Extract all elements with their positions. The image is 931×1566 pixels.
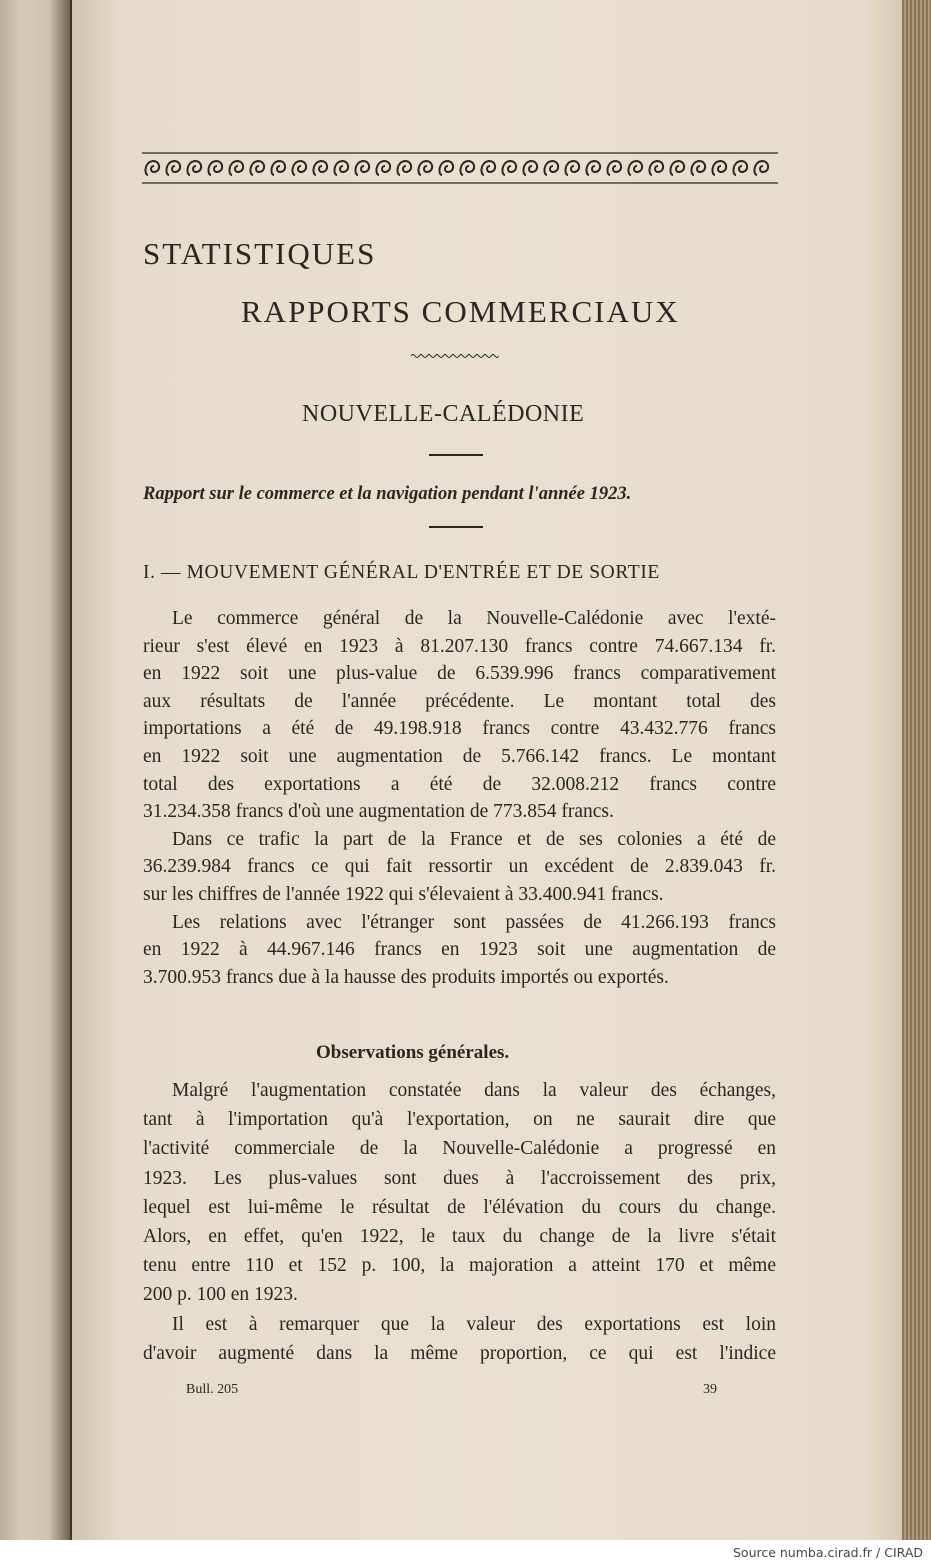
section-heading: I. — MOUVEMENT GÉNÉRAL D'ENTRÉE ET DE SORTIE [143,562,660,583]
footer-bulletin: Bull. 205 [186,1382,239,1397]
text-line: rieur s'est élevé en 1923 à 81.207.130 francs contre 74.667.134 fr. [143,635,776,657]
text-line: 1923. Les plus-values sont dues à l'accroissement des prix, [143,1167,776,1189]
text-line: Alors, en effet, qu'en 1922, le taux du change de la livre s'était [143,1226,776,1247]
text-line: lequel est lui-même le résultat de l'élévation du cours du change. [143,1196,776,1218]
document-page [72,0,904,1540]
text-line: 31.234.358 francs d'où une augmentation de 773.854 francs. [143,801,614,823]
source-credit: Source numba.cirad.fr / CIRAD [732,1545,923,1560]
text-line: Malgré l'augmentation constatée dans la valeur des échanges, [172,1080,776,1101]
text-line: importations a été de 49.198.918 francs contre 43.432.776 francs [143,718,776,740]
text-line: Dans ce trafic la part de la France et de ses colonies a été de [172,828,776,850]
text-line: tenu entre 110 et 152 p. 100, la majoration a atteint 170 et même [143,1255,776,1277]
text-line: Il est à remarquer que la valeur des exportations est loin [172,1313,776,1335]
text-line: tant à l'importation qu'à l'exportation, on ne saurait dire que [143,1109,776,1131]
decorative-border-ornament [142,150,778,186]
text-line: en 1922 à 44.967.146 francs en 1923 soit une augmentation de [143,939,776,961]
text-line: d'avoir augmenté dans la même proportion, ce qui est l'indice [143,1342,776,1364]
text-line: en 1922 soit une augmentation de 5.766.142 francs. Le montant [143,746,776,767]
text-line: 36.239.984 francs ce qui fait ressortir un excédent de 2.839.043 fr. [143,856,776,878]
divider [429,526,483,528]
text-line: Les relations avec l'étranger sont passées de 41.266.193 francs [172,911,776,933]
page-number: 39 [703,1382,717,1397]
subheading-observations: Observations générales. [316,1042,510,1063]
squiggle-divider [411,352,499,360]
text-line: Le commerce général de la Nouvelle-Calédonie avec l'exté- [172,608,776,629]
previous-page-edge [0,0,70,1540]
section-title: NOUVELLE-CALÉDONIE [302,401,585,427]
title-rapports-commerciaux: RAPPORTS COMMERCIAUX [241,294,680,329]
text-line: en 1922 soit une plus-value de 6.539.996 francs comparativement [143,663,776,685]
text-line: 3.700.953 francs due à la hausse des produits importés ou exportés. [143,966,669,988]
text-line: l'activité commerciale de la Nouvelle-Calédonie a progressé en [143,1138,776,1160]
text-line: 200 p. 100 en 1923. [143,1284,298,1306]
page-stack-edge [902,0,931,1540]
text-line: aux résultats de l'année précédente. Le montant total des [143,690,776,712]
title-statistiques: STATISTIQUES [143,236,377,271]
text-line: total des exportations a été de 32.008.212 francs contre [143,773,776,795]
text-line: sur les chiffres de l'année 1922 qui s'élevaient à 33.400.941 francs. [143,884,664,905]
report-subtitle: Rapport sur le commerce et la navigation pendant l'année 1923. [143,484,632,504]
divider [429,454,483,456]
